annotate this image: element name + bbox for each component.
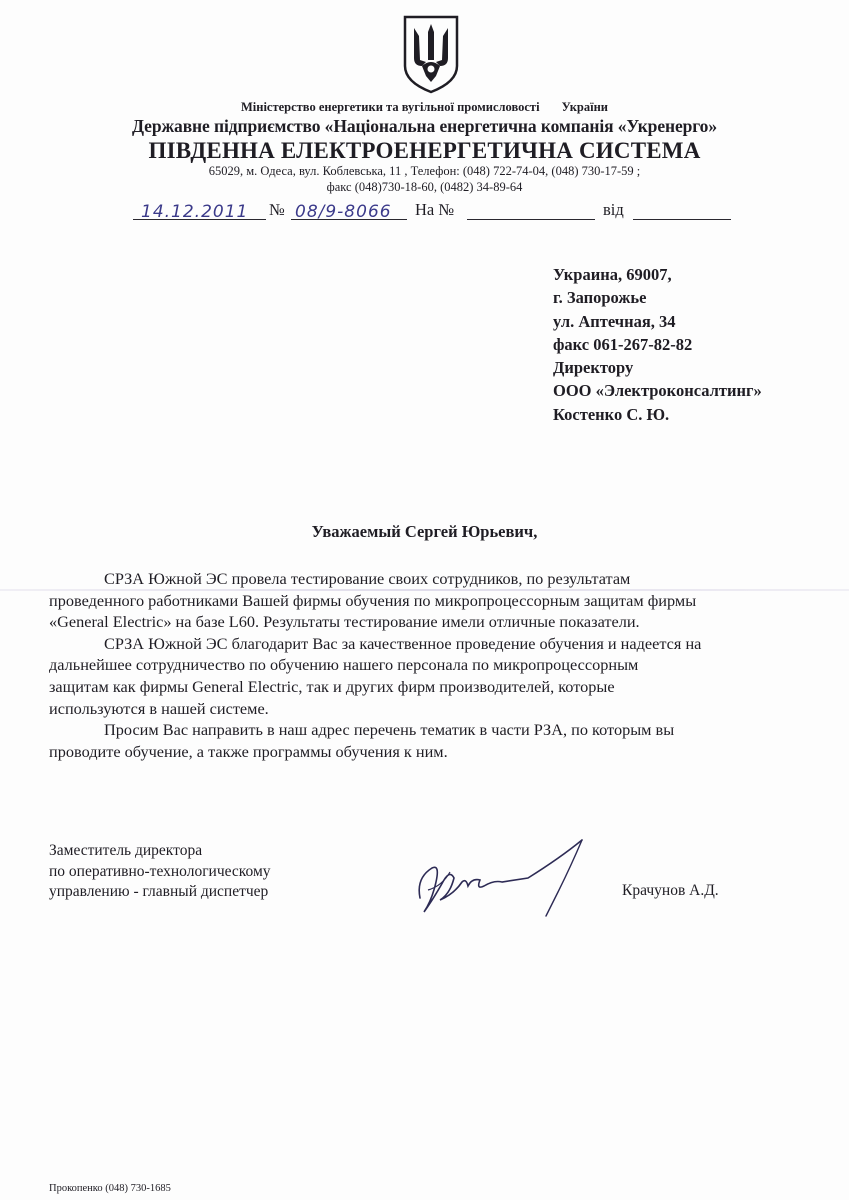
- recipient-line: г. Запорожье: [553, 288, 647, 308]
- system-name: ПІВДЕННА ЕЛЕКТРОЕНЕРГЕТИЧНА СИСТЕМА: [148, 138, 701, 163]
- reply-number-label: На №: [415, 200, 455, 219]
- executor-contact: Прокопенко (048) 730-1685: [49, 1183, 171, 1194]
- handwritten-signature-icon: [410, 838, 590, 918]
- body-line: проведенного работниками Вашей фирмы обучения по микропроцессорным защитам фирмы: [49, 590, 697, 610]
- body-line: дальнейшее сотрудничество по обучению нашего персонала по микропроцессорным: [49, 655, 639, 675]
- recipient-line: ООО «Электроконсалтинг»: [553, 381, 762, 401]
- letterhead-fax: факс (048)730-18-60, (0482) 34-89-64: [326, 180, 523, 194]
- recipient-line: Костенко С. Ю.: [553, 404, 670, 424]
- recipient-line: Директору: [553, 358, 634, 378]
- registration-date: 14.12.2011: [141, 202, 249, 222]
- registration-line: [133, 198, 733, 224]
- coat-of-arms-icon: [402, 14, 460, 94]
- body-line: используются в нашей системе.: [49, 698, 269, 718]
- body-line: СРЗА Южной ЭС благодарит Вас за качественное проведение обучения и надеется на: [104, 633, 702, 653]
- reply-date-label: від: [603, 200, 624, 219]
- enterprise-name: Державне підприємство «Національна енергетична компанія «Укренерго»: [132, 116, 717, 136]
- salutation: Уважаемый Сергей Юрьевич,: [311, 522, 538, 541]
- body-line: «General Electric» на базе L60. Результаты тестирование имели отличные показатели.: [49, 612, 640, 632]
- recipient-address-block: [553, 263, 762, 426]
- body-line: проводите обучение, а также программы обучения к ним.: [49, 741, 448, 761]
- body-line: СРЗА Южной ЭС провела тестирование своих сотрудников, по результатам: [104, 569, 631, 588]
- signatory-title-line: по оперативно-технологическому: [49, 862, 271, 880]
- reply-number-slot: [467, 197, 595, 220]
- signatory-title-line: управлению - главный диспетчер: [49, 883, 269, 900]
- registration-number: 08/9-8066: [295, 202, 392, 222]
- signatory-title-line: Заместитель директора: [49, 842, 203, 859]
- number-label: №: [269, 200, 285, 219]
- letter-body: [49, 568, 819, 762]
- body-line: защитам как фирмы General Electric, так и других фирм производителей, которые: [49, 676, 615, 696]
- recipient-line: ул. Аптечная, 34: [553, 311, 676, 331]
- signer-name: Крачунов А.Д.: [622, 882, 719, 899]
- letterhead-address: 65029, м. Одеса, вул. Коблевська, 11 , Телефон: (048) 722-74-04, (048) 730-17-59 ;: [208, 164, 641, 178]
- country-text: України: [561, 100, 608, 114]
- ministry-text: Міністерство енергетики та вугільної промисловості: [240, 100, 540, 114]
- recipient-line: Украина, 69007,: [553, 265, 672, 284]
- ministry-name: [0, 100, 849, 115]
- body-line: Просим Вас направить в наш адрес перечень тематик в части РЗА, по которым вы: [104, 720, 675, 740]
- signatory-title: [49, 841, 271, 903]
- reply-date-slot: [633, 197, 731, 220]
- recipient-line: факс 061-267-82-82: [553, 334, 693, 354]
